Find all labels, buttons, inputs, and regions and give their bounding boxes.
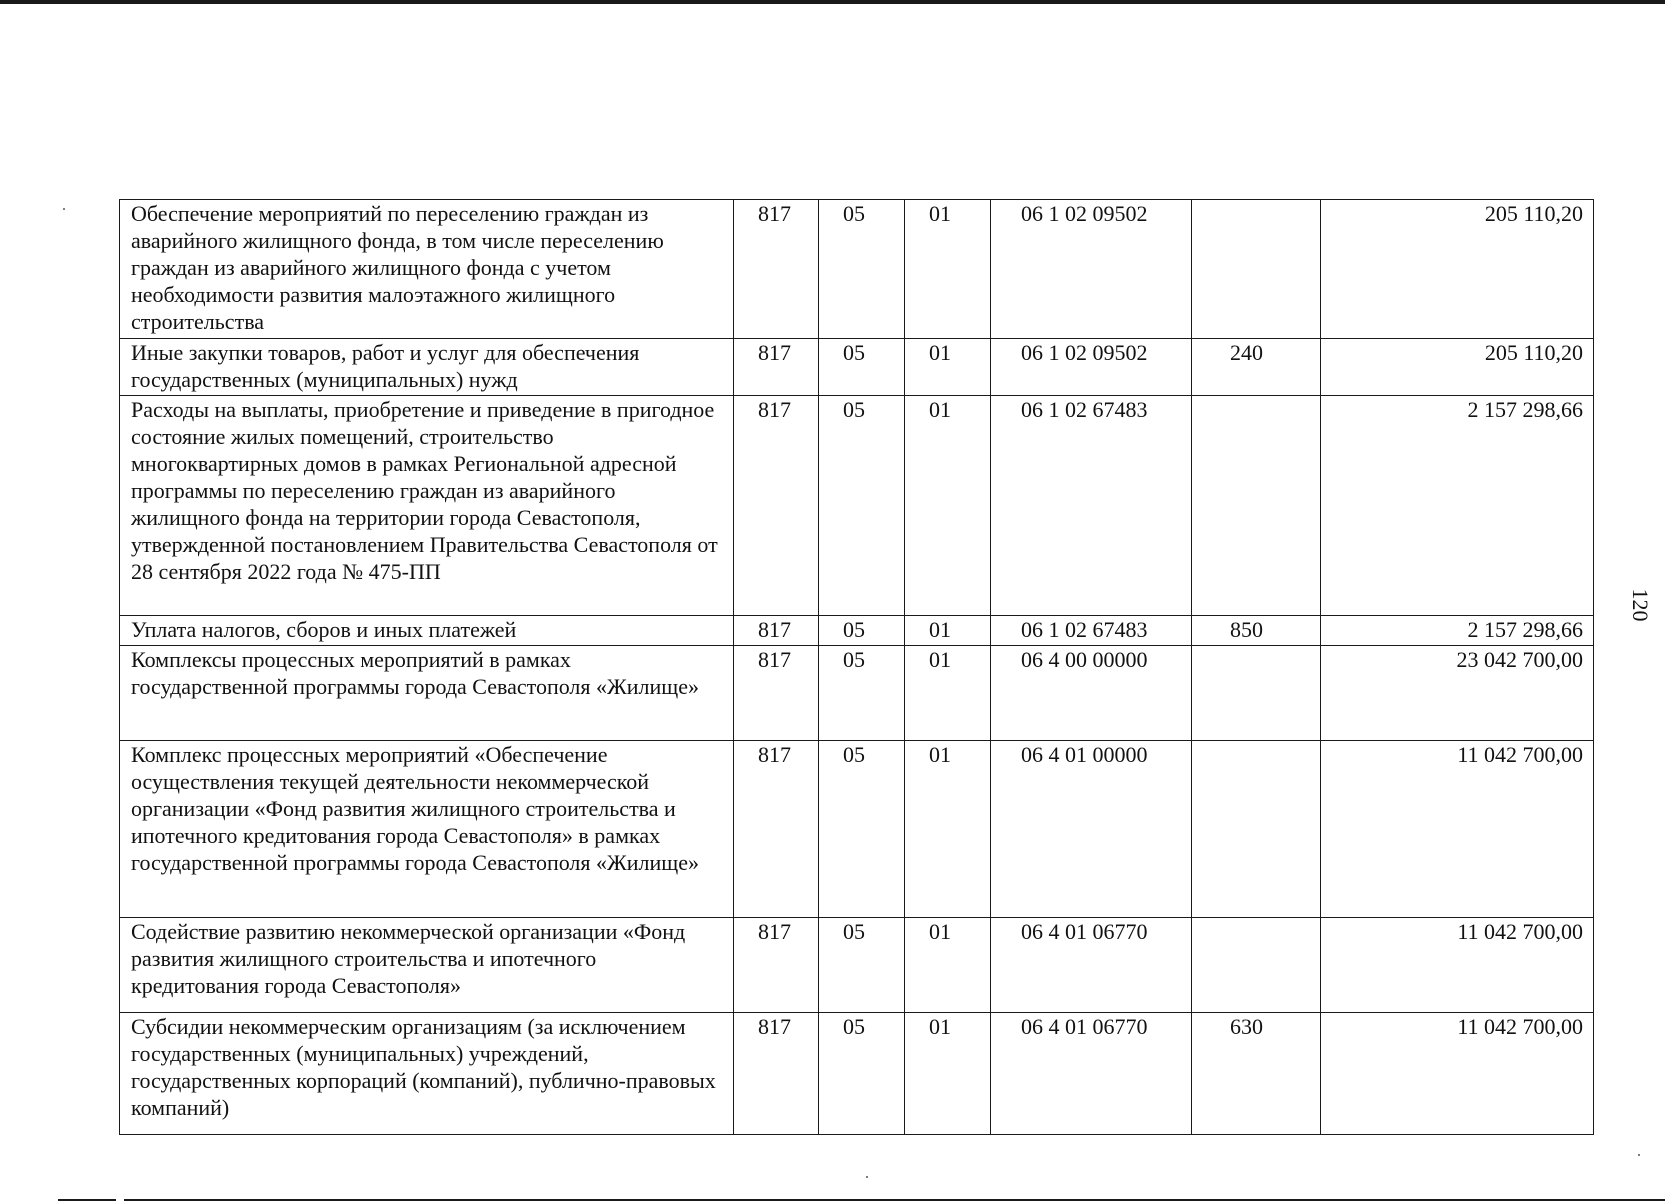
row-expense-type: 240 [1192,339,1321,396]
row-expense-type [1192,396,1321,616]
row-grbs-code: 817 [734,741,819,918]
row-grbs-code: 817 [734,646,819,741]
row-subsection-code: 01 [905,646,991,741]
table-row [120,396,1594,616]
row-target-article: 06 1 02 09502 [991,339,1192,396]
row-amount: 11 042 700,00 [1321,1013,1594,1135]
row-section-code: 05 [819,616,905,646]
row-target-article: 06 4 01 06770 [991,918,1192,1013]
row-section-code: 05 [819,741,905,918]
row-target-article: 06 4 01 06770 [991,1013,1192,1135]
table-row [120,1013,1594,1135]
row-subsection-code: 01 [905,396,991,616]
scan-speck [63,208,65,210]
row-target-article: 06 1 02 67483 [991,396,1192,616]
row-subsection-code: 01 [905,339,991,396]
row-grbs-code: 817 [734,339,819,396]
row-target-article: 06 1 02 09502 [991,200,1192,339]
row-subsection-code: 01 [905,616,991,646]
row-expense-type: 630 [1192,1013,1321,1135]
row-description: Расходы на выплаты, приобретение и приведение в пригодное состояние жилых помещений, строительство многоквартирных домов в рамках Региональной адресной программы по переселению граждан из аварийного жилищного фонда на территории города Севастополя, утвержденной постановлением Правительства Севастополя от 28 сентября 2022 года № 475-ПП [120,396,734,616]
row-grbs-code: 817 [734,616,819,646]
row-section-code: 05 [819,1013,905,1135]
row-expense-type [1192,741,1321,918]
row-subsection-code: 01 [905,1013,991,1135]
scan-speck [866,1176,868,1178]
row-amount: 2 157 298,66 [1321,396,1594,616]
row-section-code: 05 [819,918,905,1013]
row-amount: 205 110,20 [1321,339,1594,396]
row-subsection-code: 01 [905,741,991,918]
table-row [120,200,1594,339]
row-amount: 23 042 700,00 [1321,646,1594,741]
row-expense-type: 850 [1192,616,1321,646]
row-subsection-code: 01 [905,200,991,339]
row-target-article: 06 4 01 00000 [991,741,1192,918]
row-amount: 11 042 700,00 [1321,741,1594,918]
row-grbs-code: 817 [734,396,819,616]
page-number: 120 [1628,588,1653,622]
row-section-code: 05 [819,200,905,339]
row-expense-type [1192,918,1321,1013]
scan-top-border [0,0,1665,4]
row-grbs-code: 817 [734,200,819,339]
row-target-article: 06 4 00 00000 [991,646,1192,741]
row-description: Комплекс процессных мероприятий «Обеспечение осуществления текущей деятельности некоммерческой организации «Фонд развития жилищного строительства и ипотечного кредитования города Севастополя» в рамках государственной программы города Севастополя «Жилище» [120,741,734,918]
row-description: Иные закупки товаров, работ и услуг для обеспечения государственных (муниципальных) нужд [120,339,734,396]
row-amount: 11 042 700,00 [1321,918,1594,1013]
row-expense-type [1192,200,1321,339]
row-section-code: 05 [819,339,905,396]
row-description: Комплексы процессных мероприятий в рамках государственной программы города Севастополя «Жилище» [120,646,734,741]
scan-speck [1638,1154,1640,1156]
table-row [120,741,1594,918]
row-expense-type [1192,646,1321,741]
table-row [120,646,1594,741]
row-grbs-code: 817 [734,1013,819,1135]
table-row [120,918,1594,1013]
row-target-article: 06 1 02 67483 [991,616,1192,646]
table-row [120,339,1594,396]
row-amount: 2 157 298,66 [1321,616,1594,646]
budget-table [119,199,1594,1135]
row-section-code: 05 [819,646,905,741]
row-grbs-code: 817 [734,918,819,1013]
row-description: Уплата налогов, сборов и иных платежей [120,616,734,646]
table-row [120,616,1594,646]
row-description: Содействие развитию некоммерческой организации «Фонд развития жилищного строительства и ипотечного кредитования города Севастополя» [120,918,734,1013]
row-description: Субсидии некоммерческим организациям (за исключением государственных (муниципальных) учреждений, государственных корпораций (компаний), публично-правовых компаний) [120,1013,734,1135]
row-section-code: 05 [819,396,905,616]
row-subsection-code: 01 [905,918,991,1013]
row-amount: 205 110,20 [1321,200,1594,339]
row-description: Обеспечение мероприятий по переселению граждан из аварийного жилищного фонда, в том числе переселению граждан из аварийного жилищного фонда с учетом необходимости развития малоэтажного жилищного строительства [120,200,734,339]
